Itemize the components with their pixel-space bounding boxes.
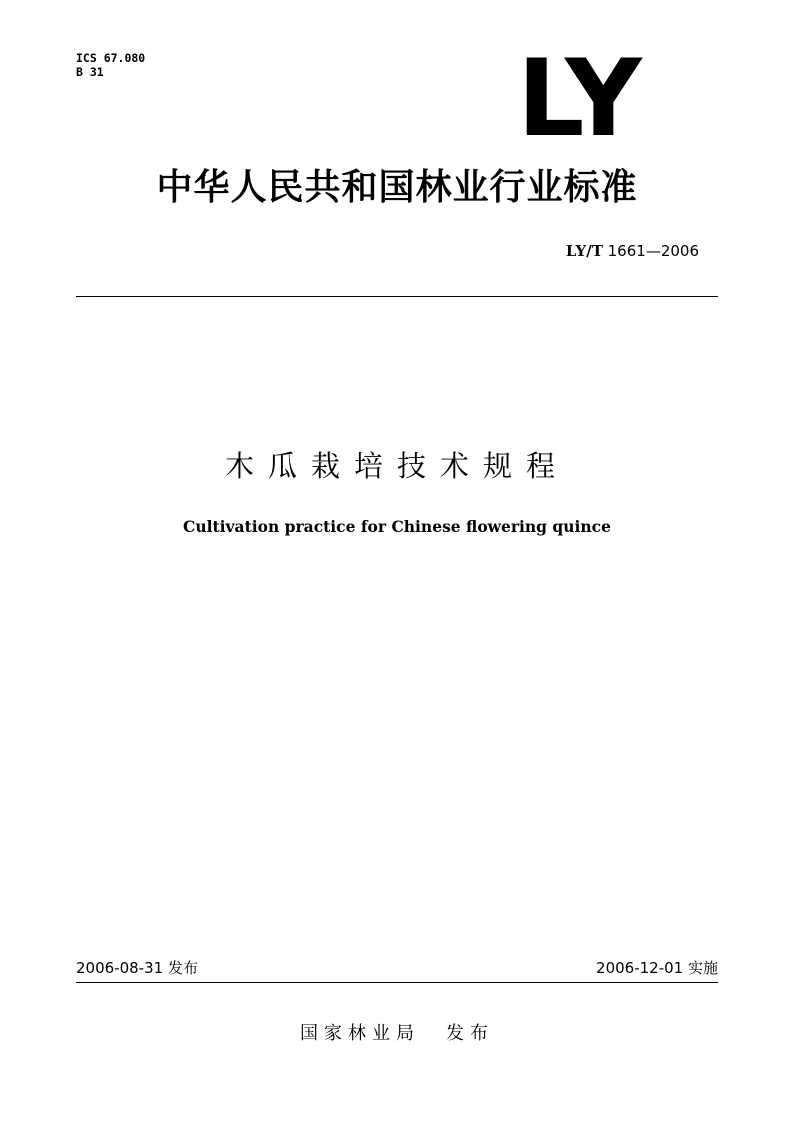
ccs-code: B 31 (76, 65, 104, 79)
issuing-authority (76, 1021, 718, 1047)
english-title: Cultivation practice for Chinese flowering quince (183, 517, 611, 536)
standard-logo: LY (517, 37, 639, 160)
standard-number-prefix: LY/T (565, 242, 603, 260)
standard-category-title: 中华人民共和国林业行业标准 (156, 167, 638, 208)
bottom-divider (76, 982, 718, 983)
top-divider (76, 296, 718, 297)
classification-codes (76, 51, 145, 79)
standard-number-value: 1661—2006 (607, 242, 699, 260)
chinese-title: 木瓜栽培技术规程 (224, 449, 569, 483)
ics-code: ICS 67.080 (76, 51, 146, 65)
issuer-action: 发布 (446, 1023, 494, 1044)
issue-date: 2006-08-31 发布 (76, 959, 198, 977)
standard-number (566, 241, 699, 261)
issuer-name: 国家林业局 (300, 1023, 420, 1044)
implementation-date: 2006-12-01 实施 (596, 959, 718, 977)
